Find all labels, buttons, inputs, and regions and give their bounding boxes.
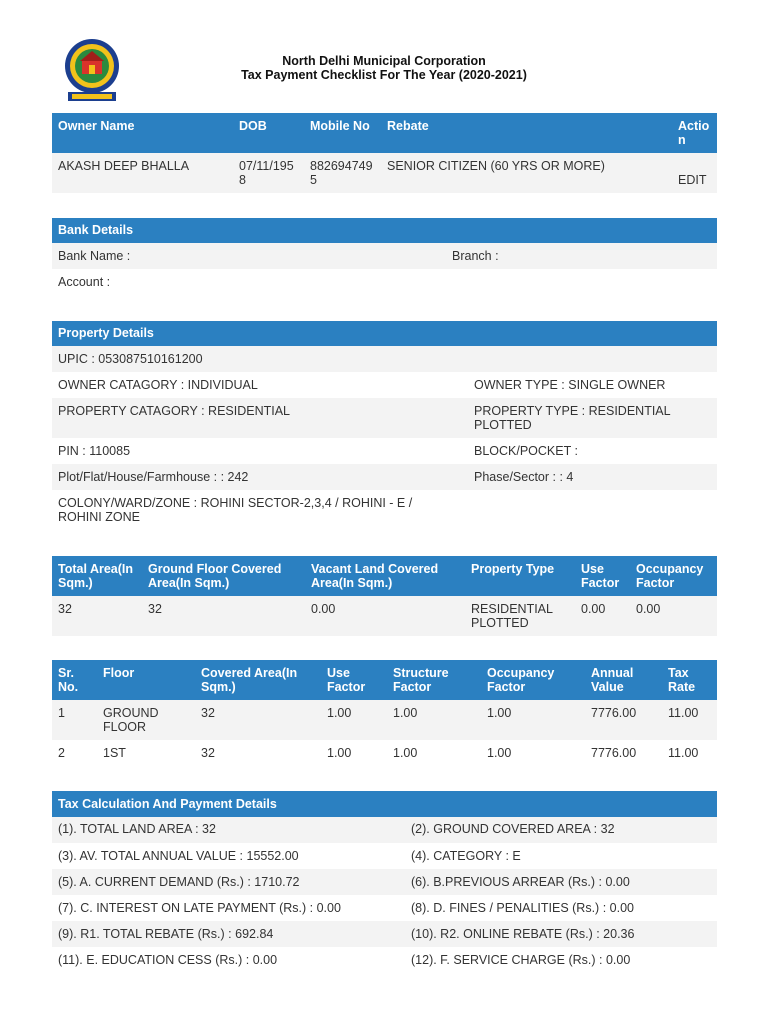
block-pocket: BLOCK/POCKET : xyxy=(474,444,578,458)
owner-rebate: SENIOR CITIZEN (60 YRS OR MORE) xyxy=(387,159,605,173)
property-type: PROPERTY TYPE : RESIDENTIAL PLOTTED xyxy=(474,404,671,432)
tax-item: (8). D. FINES / PENALITIES (Rs.) : 0.00 xyxy=(411,901,634,915)
tax-item: (7). C. INTEREST ON LATE PAYMENT (Rs.) : 0.00 xyxy=(58,901,341,915)
col-rebate: Rebate xyxy=(387,119,429,133)
owner-type: OWNER TYPE : SINGLE OWNER xyxy=(474,378,666,392)
phase-sector: Phase/Sector : : 4 xyxy=(474,470,574,484)
tax-item: (3). AV. TOTAL ANNUAL VALUE : 15552.00 xyxy=(58,849,299,863)
col-dob: DOB xyxy=(239,119,267,133)
colony-ward-zone: COLONY/WARD/ZONE : ROHINI SECTOR-2,3,4 / ROHINI - E / ROHINI ZONE xyxy=(58,496,413,524)
col-vacant-land-area: Vacant Land Covered Area(In Sqm.) xyxy=(311,562,439,590)
tax-rate: 11.00 xyxy=(668,746,699,760)
property-row-plot xyxy=(52,464,717,490)
owner-mobile: 882694749 5 xyxy=(310,159,373,187)
vacant-land-area: 0.00 xyxy=(311,602,336,616)
col-sr-no: Sr. No. xyxy=(58,666,79,694)
annual-value: 7776.00 xyxy=(591,706,637,720)
col-occupancy-factor: Occupancy Factor xyxy=(636,562,704,590)
col-property-type: Property Type xyxy=(471,562,555,576)
edit-link[interactable]: EDIT xyxy=(678,173,707,187)
owner-row xyxy=(52,153,717,193)
bank-row-1 xyxy=(52,243,717,269)
ground-floor-area: 32 xyxy=(148,602,162,616)
property-row-category xyxy=(52,398,717,438)
floors-table-header xyxy=(52,660,717,700)
col-covered-area: Covered Area(In Sqm.) xyxy=(201,666,298,694)
tax-rate: 11.00 xyxy=(668,706,699,720)
owner-table xyxy=(52,113,717,193)
bank-account: Account : xyxy=(58,275,111,289)
bank-details-title: Bank Details xyxy=(58,223,134,237)
tax-item: (5). A. CURRENT DEMAND (Rs.) : 1710.72 xyxy=(58,875,300,889)
upic: UPIC : 053087510161200 xyxy=(58,352,203,366)
total-area: 32 xyxy=(58,602,72,616)
col-floor-occupancy-factor: Occupancy Factor xyxy=(487,666,555,694)
bank-details xyxy=(52,218,717,295)
tax-calculation xyxy=(52,791,717,973)
col-owner-name: Owner Name xyxy=(58,119,135,133)
property-details xyxy=(52,321,717,530)
owner-name: AKASH DEEP BHALLA xyxy=(58,159,190,173)
col-structure-factor: Structure Factor xyxy=(393,666,449,694)
covered-area: 32 xyxy=(201,746,215,760)
org-name: North Delhi Municipal Corporation xyxy=(282,54,486,68)
tax-item: (1). TOTAL LAND AREA : 32 xyxy=(58,822,216,836)
owner-table-header xyxy=(52,113,717,153)
tax-row xyxy=(52,843,717,869)
col-floor: Floor xyxy=(103,666,135,680)
structure-factor: 1.00 xyxy=(393,746,418,760)
bank-branch: Branch : xyxy=(452,249,499,263)
floors-table xyxy=(52,660,717,766)
plot: Plot/Flat/House/Farmhouse : : 242 xyxy=(58,470,249,484)
table-row xyxy=(52,740,717,766)
col-total-area: Total Area(In Sqm.) xyxy=(58,562,134,590)
tax-item: (2). GROUND COVERED AREA : 32 xyxy=(411,822,615,836)
area-row xyxy=(52,596,717,636)
property-category: PROPERTY CATAGORY : RESIDENTIAL xyxy=(58,404,291,418)
use-factor: 1.00 xyxy=(327,706,352,720)
page-title: Tax Payment Checklist For The Year (2020-2021) xyxy=(241,68,527,82)
property-row-owner xyxy=(52,372,717,398)
annual-value: 7776.00 xyxy=(591,746,637,760)
use-factor: 1.00 xyxy=(327,746,352,760)
col-floor-use-factor: Use Factor xyxy=(327,666,366,694)
tax-row xyxy=(52,817,717,843)
bank-name: Bank Name : xyxy=(58,249,131,263)
pin: PIN : 110085 xyxy=(58,444,131,458)
area-occupancy-factor: 0.00 xyxy=(636,602,661,616)
table-row xyxy=(52,700,717,740)
col-mobile: Mobile No xyxy=(310,119,370,133)
area-property-type: RESIDENTIAL PLOTTED xyxy=(471,602,553,630)
col-tax-rate: Tax Rate xyxy=(668,666,696,694)
col-annual-value: Annual Value xyxy=(591,666,634,694)
tax-row xyxy=(52,921,717,947)
tax-calculation-title: Tax Calculation And Payment Details xyxy=(58,797,277,811)
col-action: Actio n xyxy=(678,119,710,147)
owner-dob: 07/11/195 8 xyxy=(239,159,294,187)
tax-row xyxy=(52,869,717,895)
tax-item: (6). B.PREVIOUS ARREAR (Rs.) : 0.00 xyxy=(411,875,630,889)
property-row-pin xyxy=(52,438,717,464)
tax-item: (11). E. EDUCATION CESS (Rs.) : 0.00 xyxy=(58,953,278,967)
tax-row xyxy=(52,947,717,973)
bank-details-header xyxy=(52,218,717,243)
tax-item: (12). F. SERVICE CHARGE (Rs.) : 0.00 xyxy=(411,953,631,967)
col-ground-floor-area: Ground Floor Covered Area(In Sqm.) xyxy=(148,562,282,590)
area-table-header xyxy=(52,556,717,596)
tax-item: (10). R2. ONLINE REBATE (Rs.) : 20.36 xyxy=(411,927,635,941)
structure-factor: 1.00 xyxy=(393,706,418,720)
tax-item: (9). R1. TOTAL REBATE (Rs.) : 692.84 xyxy=(58,927,274,941)
covered-area: 32 xyxy=(201,706,215,720)
occupancy-factor: 1.00 xyxy=(487,706,512,720)
owner-category: OWNER CATAGORY : INDIVIDUAL xyxy=(58,378,258,392)
sr-no: 2 xyxy=(58,746,65,760)
property-row-colony xyxy=(52,490,717,530)
property-details-title: Property Details xyxy=(58,326,154,340)
tax-item: (4). CATEGORY : E xyxy=(411,849,521,863)
area-table xyxy=(52,556,717,636)
floor-name: GROUND FLOOR xyxy=(103,706,159,734)
tax-calculation-header xyxy=(52,791,717,817)
occupancy-factor: 1.00 xyxy=(487,746,512,760)
col-use-factor: Use Factor xyxy=(581,562,620,590)
floor-name: 1ST xyxy=(103,746,126,760)
property-row-upic xyxy=(52,346,717,372)
property-details-header xyxy=(52,321,717,346)
area-use-factor: 0.00 xyxy=(581,602,606,616)
sr-no: 1 xyxy=(58,706,65,720)
bank-row-2 xyxy=(52,269,717,295)
tax-row xyxy=(52,895,717,921)
